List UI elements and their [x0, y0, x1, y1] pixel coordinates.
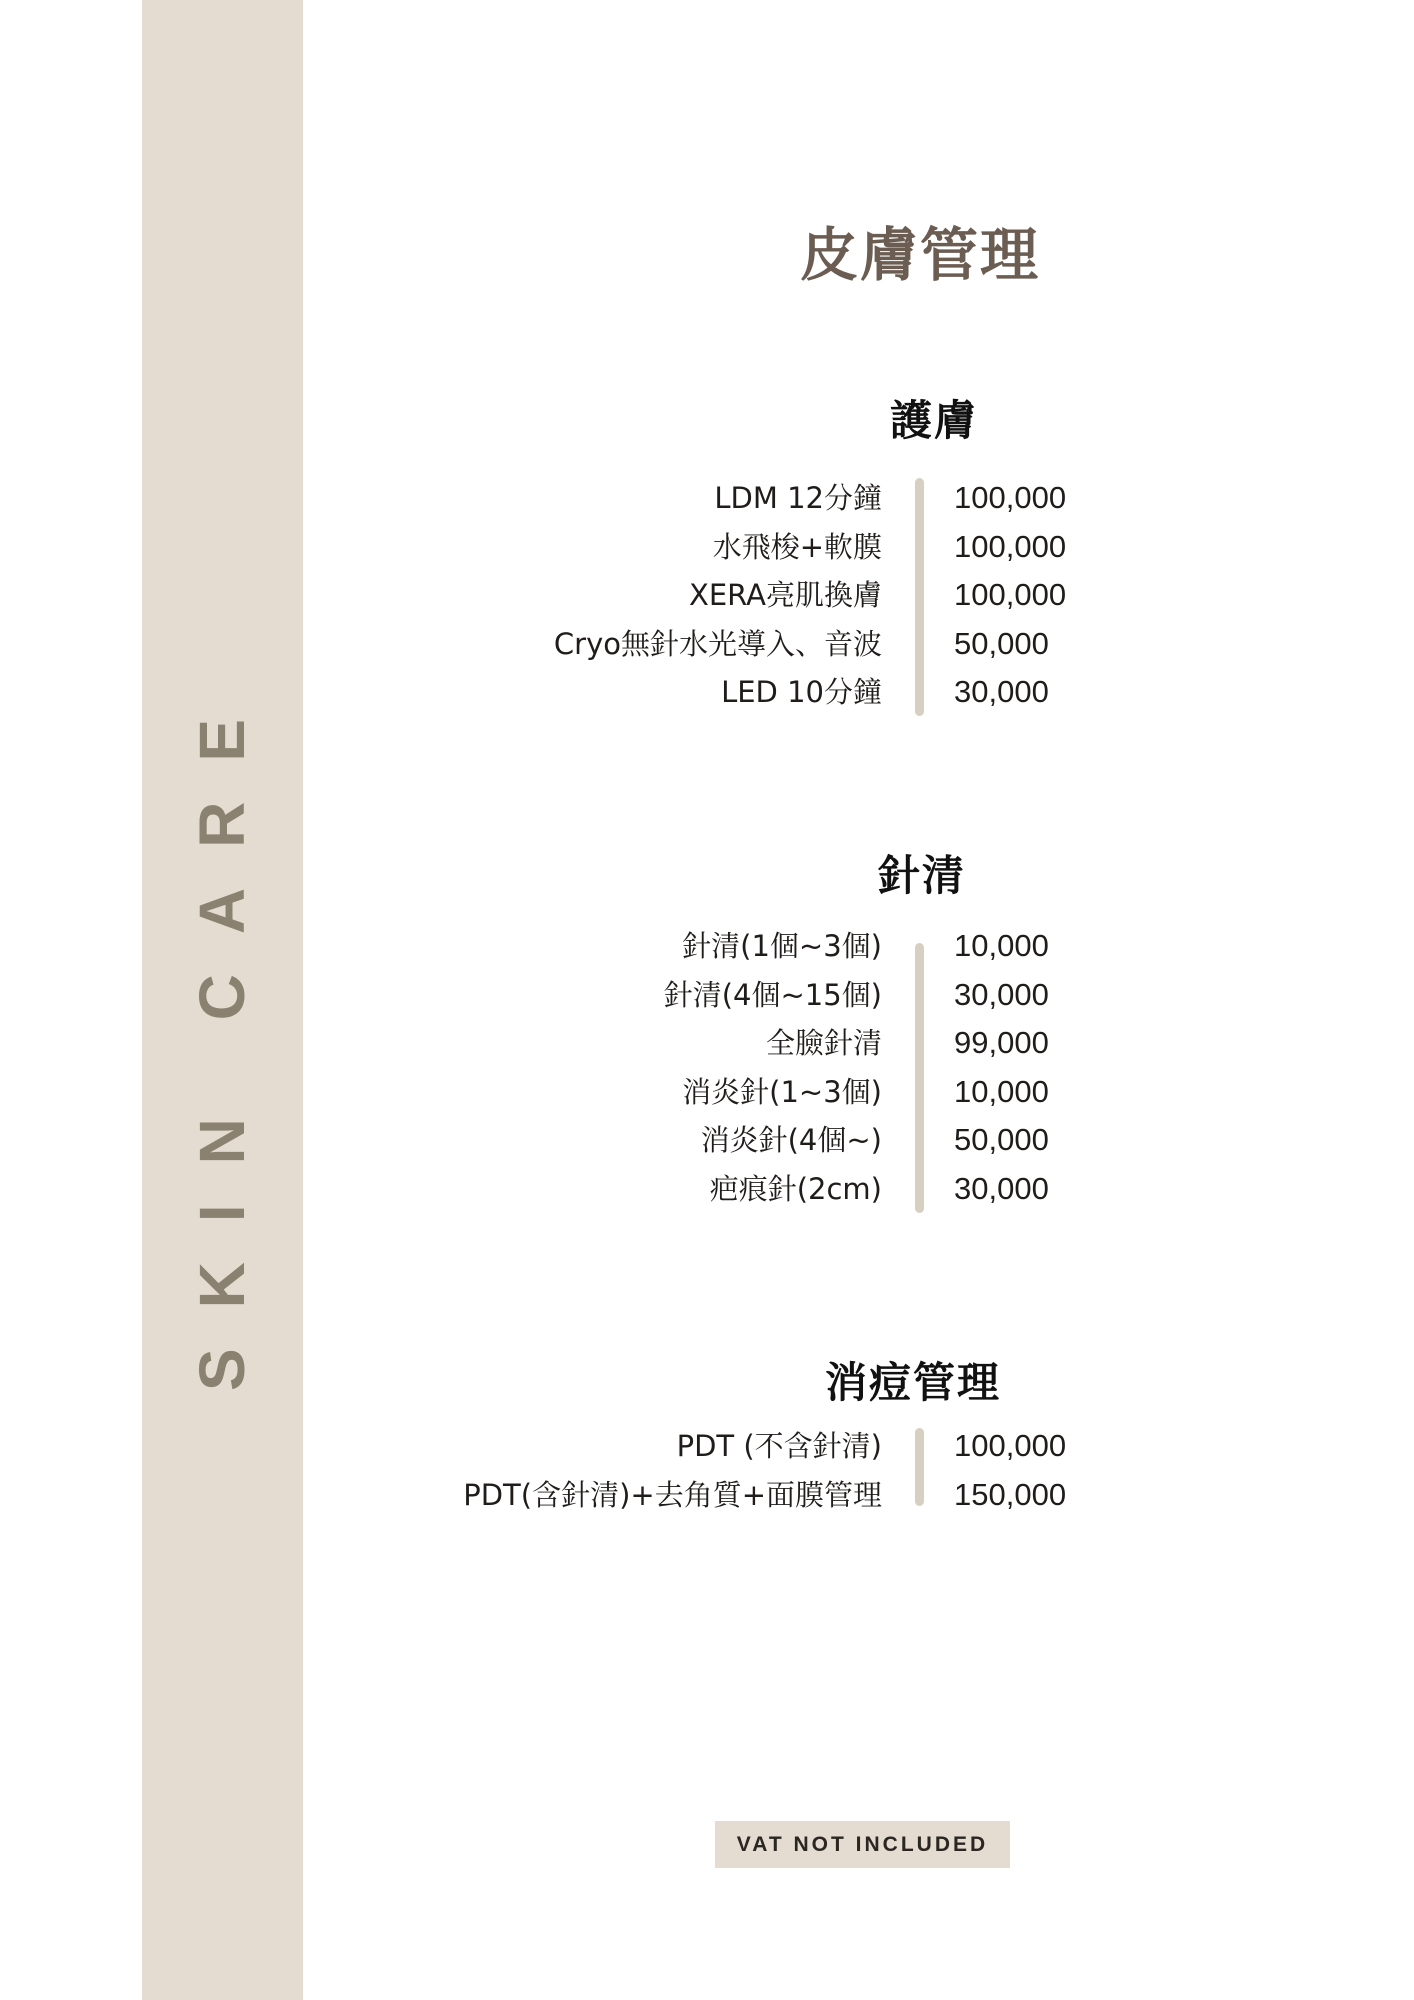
menu-item-name: 消炎針(4個~) — [700, 1123, 882, 1157]
menu-item-price: 50,000 — [954, 625, 1049, 661]
menu-item-price: 30,000 — [954, 1170, 1049, 1206]
menu-row — [0, 1471, 1414, 1520]
menu-item-name: PDT (不含針清) — [676, 1429, 882, 1463]
menu-item-name: 針清(4個~15個) — [663, 977, 882, 1012]
section-title: 護膚 — [889, 396, 979, 445]
menu-item-name: 全臉針清 — [765, 1026, 882, 1060]
vat-badge-text: VAT NOT INCLUDED — [736, 1832, 989, 1856]
section-title: 消痘管理 — [824, 1358, 1002, 1407]
menu-item-name: 針清(1個~3個) — [682, 929, 882, 963]
menu-item-name: XERA亮肌換膚 — [688, 578, 882, 612]
menu-row — [0, 1422, 1414, 1471]
menu-row — [0, 1068, 1414, 1117]
vat-badge — [715, 1821, 1010, 1868]
menu-item-price: 100,000 — [954, 577, 1067, 612]
menu-row — [0, 474, 1414, 523]
menu-item-price: 30,000 — [954, 976, 1049, 1012]
menu-row — [0, 1165, 1414, 1214]
menu-item-price: 100,000 — [954, 480, 1067, 515]
menu-item-price: 100,000 — [954, 528, 1067, 564]
side-title: SKIN CARE — [186, 678, 258, 1392]
menu-item-name: 疤痕針(2cm) — [709, 1171, 882, 1206]
menu-item-name: PDT(含針清)+去角質+面膜管理 — [463, 1477, 882, 1512]
menu-item-price: 100,000 — [954, 1428, 1067, 1463]
menu-item-name: 水飛梭+軟膜 — [712, 529, 882, 564]
menu-item-price: 30,000 — [954, 674, 1049, 709]
menu-item-name: LED 10分鐘 — [721, 675, 882, 709]
menu-item-name: LDM 12分鐘 — [714, 481, 882, 515]
menu-row — [0, 1116, 1414, 1165]
menu-row — [0, 668, 1414, 717]
menu-item-price: 50,000 — [954, 1122, 1049, 1157]
menu-row — [0, 922, 1414, 971]
menu-row — [0, 523, 1414, 572]
page-title: 皮膚管理 — [799, 221, 1041, 289]
menu-item-price: 10,000 — [954, 1073, 1049, 1109]
menu-item-price: 99,000 — [954, 1025, 1049, 1060]
menu-row — [0, 1019, 1414, 1068]
menu-item-price: 10,000 — [954, 928, 1049, 963]
menu-item-name: Cryo無針水光導入、音波 — [553, 626, 882, 661]
menu-row — [0, 620, 1414, 669]
menu-item-price: 150,000 — [954, 1476, 1067, 1512]
section-title: 針清 — [877, 851, 967, 900]
menu-row — [0, 971, 1414, 1020]
menu-row — [0, 571, 1414, 620]
menu-item-name: 消炎針(1~3個) — [682, 1074, 882, 1109]
